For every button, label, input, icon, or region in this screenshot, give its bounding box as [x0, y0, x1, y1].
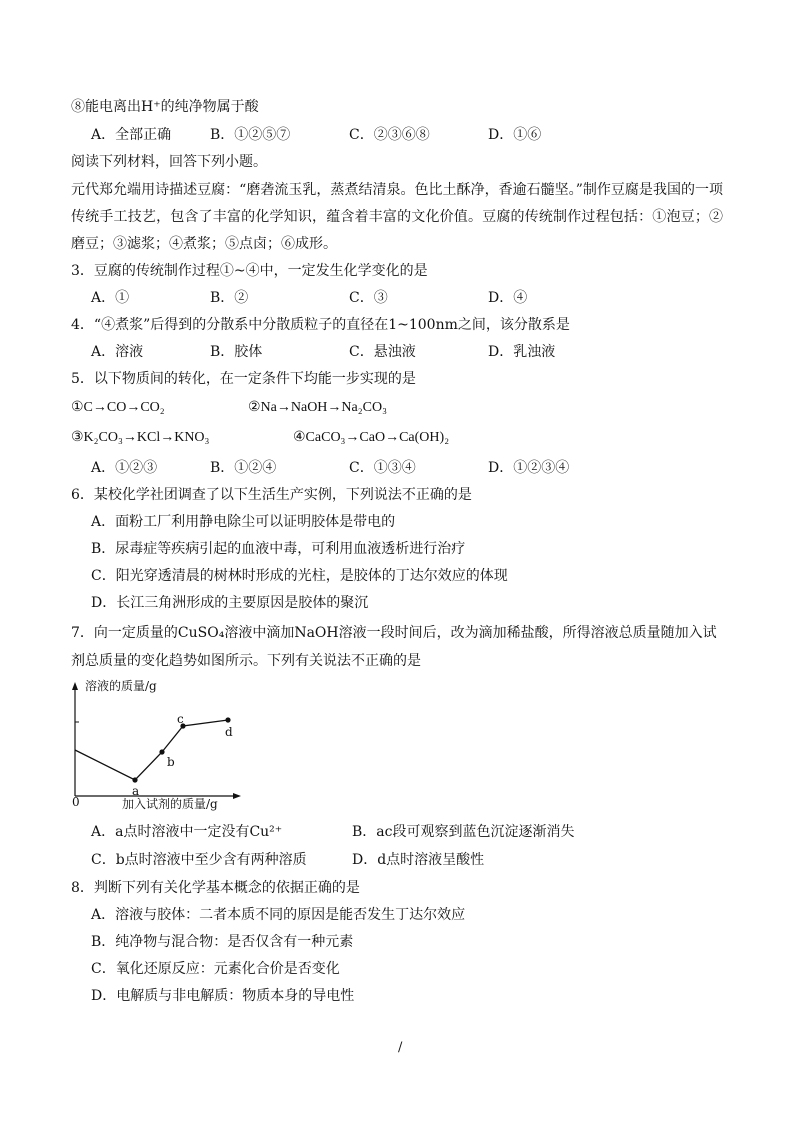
- q3-option-c: C．③: [349, 290, 388, 306]
- q8-stem: 8．判断下列有关化学基本概念的依据正确的是: [71, 880, 360, 896]
- q4-option-d: D．乳浊液: [488, 344, 556, 360]
- point-d-label: d: [225, 725, 233, 739]
- origin-label: 0: [72, 795, 80, 809]
- q7-option-a: A．a点时溶液中一定没有Cu²⁺: [91, 824, 283, 840]
- y-axis-arrow: [72, 682, 78, 690]
- q4-option-b: B．胶体: [210, 344, 263, 360]
- point-b-label: b: [167, 755, 175, 769]
- reading-intro: 阅读下列材料，回答下列小题。: [71, 154, 267, 170]
- q2-option-a: A．全部正确: [91, 127, 172, 143]
- q5-option-b: B．①②④: [210, 460, 277, 476]
- q3-stem: 3．豆腐的传统制作过程①~④中，一定发生化学变化的是: [71, 263, 428, 279]
- page-footer: /: [398, 1040, 403, 1055]
- q3-option-a: A．①: [91, 290, 130, 306]
- q4-option-a: A．溶液: [91, 344, 144, 360]
- point-d-marker: [225, 717, 230, 722]
- point-a-marker: [132, 777, 137, 782]
- point-b-marker: [159, 749, 164, 754]
- x-axis-label: 加入试剂的质量/g: [122, 797, 218, 811]
- q6-stem: 6．某校化学社团调查了以下生活生产实例，下列说法不正确的是: [71, 487, 472, 503]
- q7-option-b: B．ac段可观察到蓝色沉淀逐渐消失: [352, 824, 575, 840]
- q4-option-c: C．悬浊液: [349, 344, 416, 360]
- q8-option-c: C．氧化还原反应：元素化合价是否变化: [91, 961, 340, 977]
- point-c-label: c: [177, 712, 184, 726]
- x-axis-arrow: [233, 793, 241, 799]
- q6-option-c: C．阳光穿透清晨的树林时形成的光柱，是胶体的丁达尔效应的体现: [91, 568, 508, 584]
- q8-option-a: A．溶液与胶体：二者本质不同的原因是能否发生丁达尔效应: [91, 907, 466, 923]
- q2-option-c: C．②③⑥⑧: [349, 127, 430, 143]
- q5-route-4: ④CaCO₃→CaO→Ca(OH)₂: [293, 430, 450, 445]
- q7-stem-line-2: 剂总质量的变化趋势如图所示。下列有关说法不正确的是: [71, 653, 421, 669]
- q5-option-d: D．①②③④: [488, 460, 570, 476]
- q4-stem: 4．“④煮浆”后得到的分散系中分散质粒子的直径在1~100nm之间，该分散系是: [71, 317, 570, 333]
- y-axis-label: 溶液的质量/g: [85, 679, 157, 693]
- statement-8: ⑧能电离出H⁺的纯净物属于酸: [71, 99, 259, 115]
- q7-stem-line-1: 7．向一定质量的CuSO₄溶液中滴加NaOH溶液一段时间后，改为滴加稀盐酸，所得溶液总质量随加入试: [71, 625, 717, 641]
- q5-route-2: ②Na→NaOH→Na₂CO₃: [248, 400, 387, 415]
- q2-option-d: D．①⑥: [488, 127, 542, 143]
- q2-option-b: B．①②⑤⑦: [210, 127, 291, 143]
- q3-option-d: D．④: [488, 290, 528, 306]
- mass-curve: [75, 720, 228, 780]
- point-a-label: a: [132, 784, 140, 798]
- q5-option-c: C．①③④: [349, 460, 416, 476]
- q7-option-d: D．d点时溶液呈酸性: [352, 852, 485, 868]
- q6-option-a: A．面粉工厂利用静电除尘可以证明胶体是带电的: [91, 514, 396, 530]
- q6-option-b: B．尿毒症等疾病引起的血液中毒，可利用血液透析进行治疗: [91, 541, 466, 557]
- q8-option-b: B．纯净物与混合物：是否仅含有一种元素: [91, 934, 354, 950]
- q5-stem: 5．以下物质间的转化，在一定条件下均能一步实现的是: [71, 371, 416, 387]
- q8-option-d: D．电解质与非电解质：物质本身的导电性: [91, 988, 355, 1004]
- material-paragraph: 元代郑允端用诗描述豆腐：“磨砻流玉乳，蒸煮结清泉。色比土酥净，香逾石髓坚。”制作豆腐是我国的一项传统手工技艺，包含了丰富的化学知识，蕴含着丰富的文化价值。豆腐的传统制作过程包括：①泡豆；②磨豆；③滤浆；④煮浆；⑤点卤；⑥成形。: [71, 182, 723, 252]
- mass-chart: [60, 676, 260, 818]
- q3-option-b: B．②: [210, 290, 249, 306]
- q5-option-a: A．①②③: [91, 460, 158, 476]
- q6-option-d: D．长江三角洲形成的主要原因是胶体的聚沉: [91, 595, 369, 611]
- q5-route-1: ①C→CO→CO₂: [71, 400, 165, 415]
- q7-option-c: C．b点时溶液中至少含有两种溶质: [91, 852, 307, 868]
- q5-route-3: ③K₂CO₃→KCl→KNO₃: [71, 430, 210, 445]
